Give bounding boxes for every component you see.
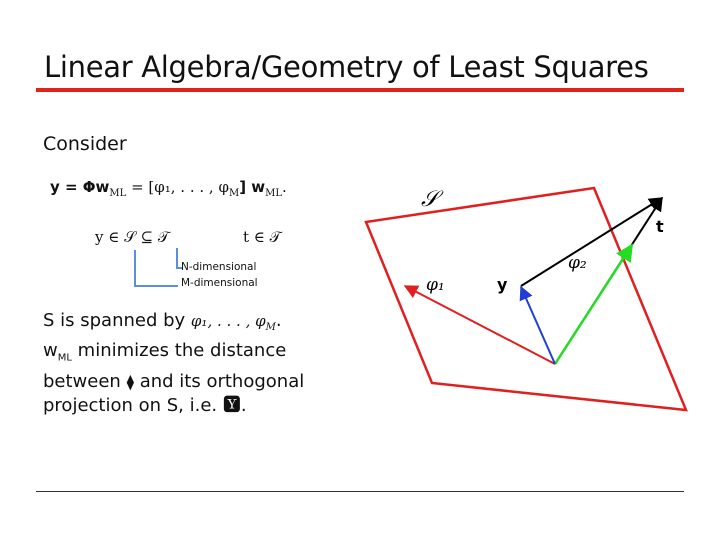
y-glyph: 🆈: [222, 394, 241, 416]
span-prefix: S is spanned by: [43, 310, 191, 331]
residual-vector: [521, 198, 662, 286]
label-y: y: [497, 275, 508, 294]
annotation-m-dimensional: M-dimensional: [181, 277, 258, 289]
slide-title: Linear Algebra/Geometry of Least Squares: [44, 50, 649, 84]
min-w-sub: ML: [57, 352, 72, 364]
t-glyph: ⧫: [126, 372, 134, 391]
bottom-divider: [36, 491, 684, 492]
eq-sub-ml-2: ML: [265, 188, 283, 199]
min-w: w: [43, 340, 58, 361]
vector-y: [521, 287, 555, 364]
eq-sub-m: M: [228, 188, 240, 199]
span-sub-m: M: [265, 322, 276, 333]
equation-t-in-t: t ∈ 𝒯: [243, 228, 282, 246]
annotation-n-dimensional: N-dimensional: [181, 261, 257, 273]
span-phi-list: φ₁, . . . , φ: [190, 312, 266, 330]
label-phi1: φ₁: [426, 275, 445, 295]
min-text-2: and its orthogonal projection on S, i.e.: [43, 370, 305, 416]
label-S: 𝒮: [421, 187, 439, 212]
min-end: .: [240, 394, 247, 416]
eq-rhs: = [φ₁, . . . , φ: [126, 178, 229, 196]
eq-sub-ml: ML: [109, 188, 127, 199]
equation-y-in-s: y ∈ 𝒮 ⊆ 𝒯: [95, 228, 170, 246]
vector-phi1: [405, 286, 555, 364]
label-phi2: φ₂: [568, 253, 587, 273]
vector-phi2: [555, 245, 632, 364]
eq-tail: ] w: [239, 178, 266, 196]
eq-lhs: y = Φw: [50, 178, 110, 196]
min-text: minimizes the distance between: [43, 340, 287, 392]
label-t: t: [656, 217, 664, 236]
eq-end: .: [282, 178, 287, 196]
span-suffix: .: [275, 310, 282, 331]
consider-label: Consider: [43, 133, 127, 155]
